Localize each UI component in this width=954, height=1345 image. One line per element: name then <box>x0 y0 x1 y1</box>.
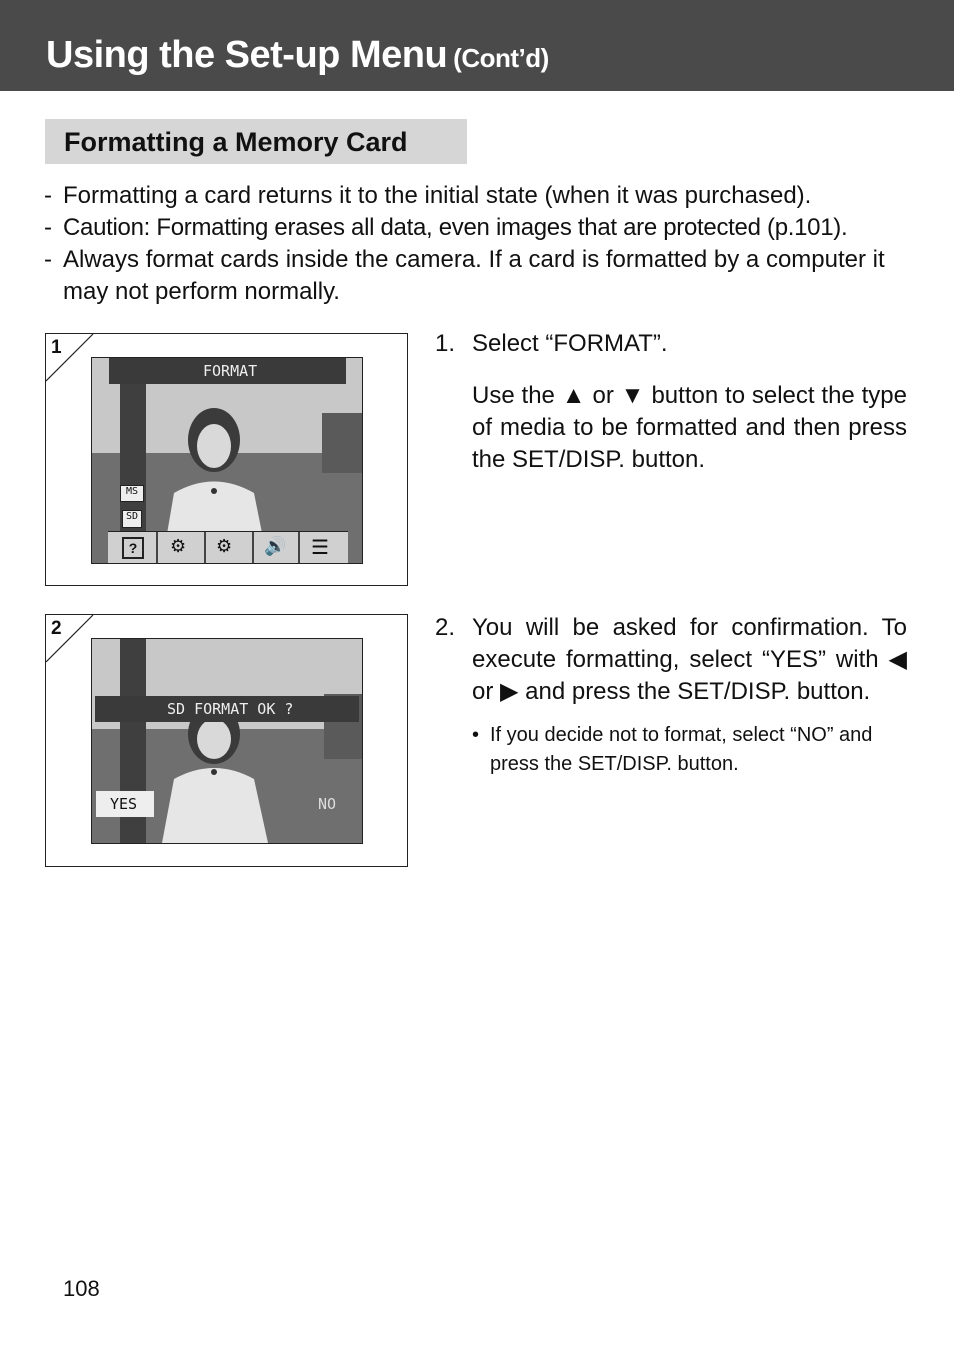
title-cont: (Cont’d) <box>453 43 549 73</box>
section-title: Formatting a Memory Card <box>64 127 408 157</box>
lcd-screen <box>91 638 363 844</box>
bullet-item: - Caution: Formatting erases all data, even images that are protected (p.101). <box>44 214 848 241</box>
bullet-dot: • <box>472 724 480 746</box>
figure-1 <box>45 333 408 586</box>
list-icon[interactable]: ☰ <box>311 537 329 559</box>
bullet-item: - Always format cards inside the camera. If a card is formatted by a computer it may not perform normally. <box>44 246 885 305</box>
figure-number: 1 <box>51 337 62 358</box>
step-body: You will be asked for confirmation. To execute formatting, select “YES” with ◀ or ▶ and press the SET/DISP. button. <box>472 614 907 705</box>
figure-2 <box>45 614 408 867</box>
bullet-item: - Formatting a card returns it to the initial state (when it was purchased). <box>44 182 812 209</box>
figure-number: 2 <box>51 618 62 639</box>
camera-settings-icon[interactable]: ⚙ <box>170 536 187 556</box>
confirm-banner: SD FORMAT OK ? <box>95 696 359 722</box>
sd-card-icon[interactable]: SD <box>122 510 142 528</box>
step-body: Use the ▲ or ▼ button to select the type of media to be formatted and then press the SET/DISP. button. <box>472 382 907 473</box>
menu-tab-bar <box>108 531 348 564</box>
step-2-note <box>472 721 908 779</box>
yes-option[interactable]: YES <box>96 791 154 817</box>
menu-banner: FORMAT <box>109 358 346 384</box>
sound-icon[interactable]: 🔊 <box>264 536 287 556</box>
help-icon[interactable]: ? <box>122 537 144 559</box>
setup-icon[interactable]: ⚙ <box>216 536 233 556</box>
step-number: 1. <box>435 330 456 357</box>
page-number: 108 <box>63 1276 100 1301</box>
section-heading <box>45 119 467 164</box>
step-number: 2. <box>435 614 456 641</box>
ms-card-icon[interactable]: MS <box>120 485 144 502</box>
title-text: Using the Set-up Menu <box>46 34 448 76</box>
no-option[interactable]: NO <box>318 795 337 813</box>
intro-bullets <box>44 180 910 308</box>
note-text: If you decide not to format, select “NO” and press the SET/DISP. button. <box>490 724 873 775</box>
lcd-screen <box>91 357 363 564</box>
step-1 <box>435 328 907 476</box>
page-title <box>46 34 549 77</box>
step-title: Select “FORMAT”. <box>472 330 668 357</box>
page-header <box>0 0 954 91</box>
step-2 <box>435 612 907 708</box>
